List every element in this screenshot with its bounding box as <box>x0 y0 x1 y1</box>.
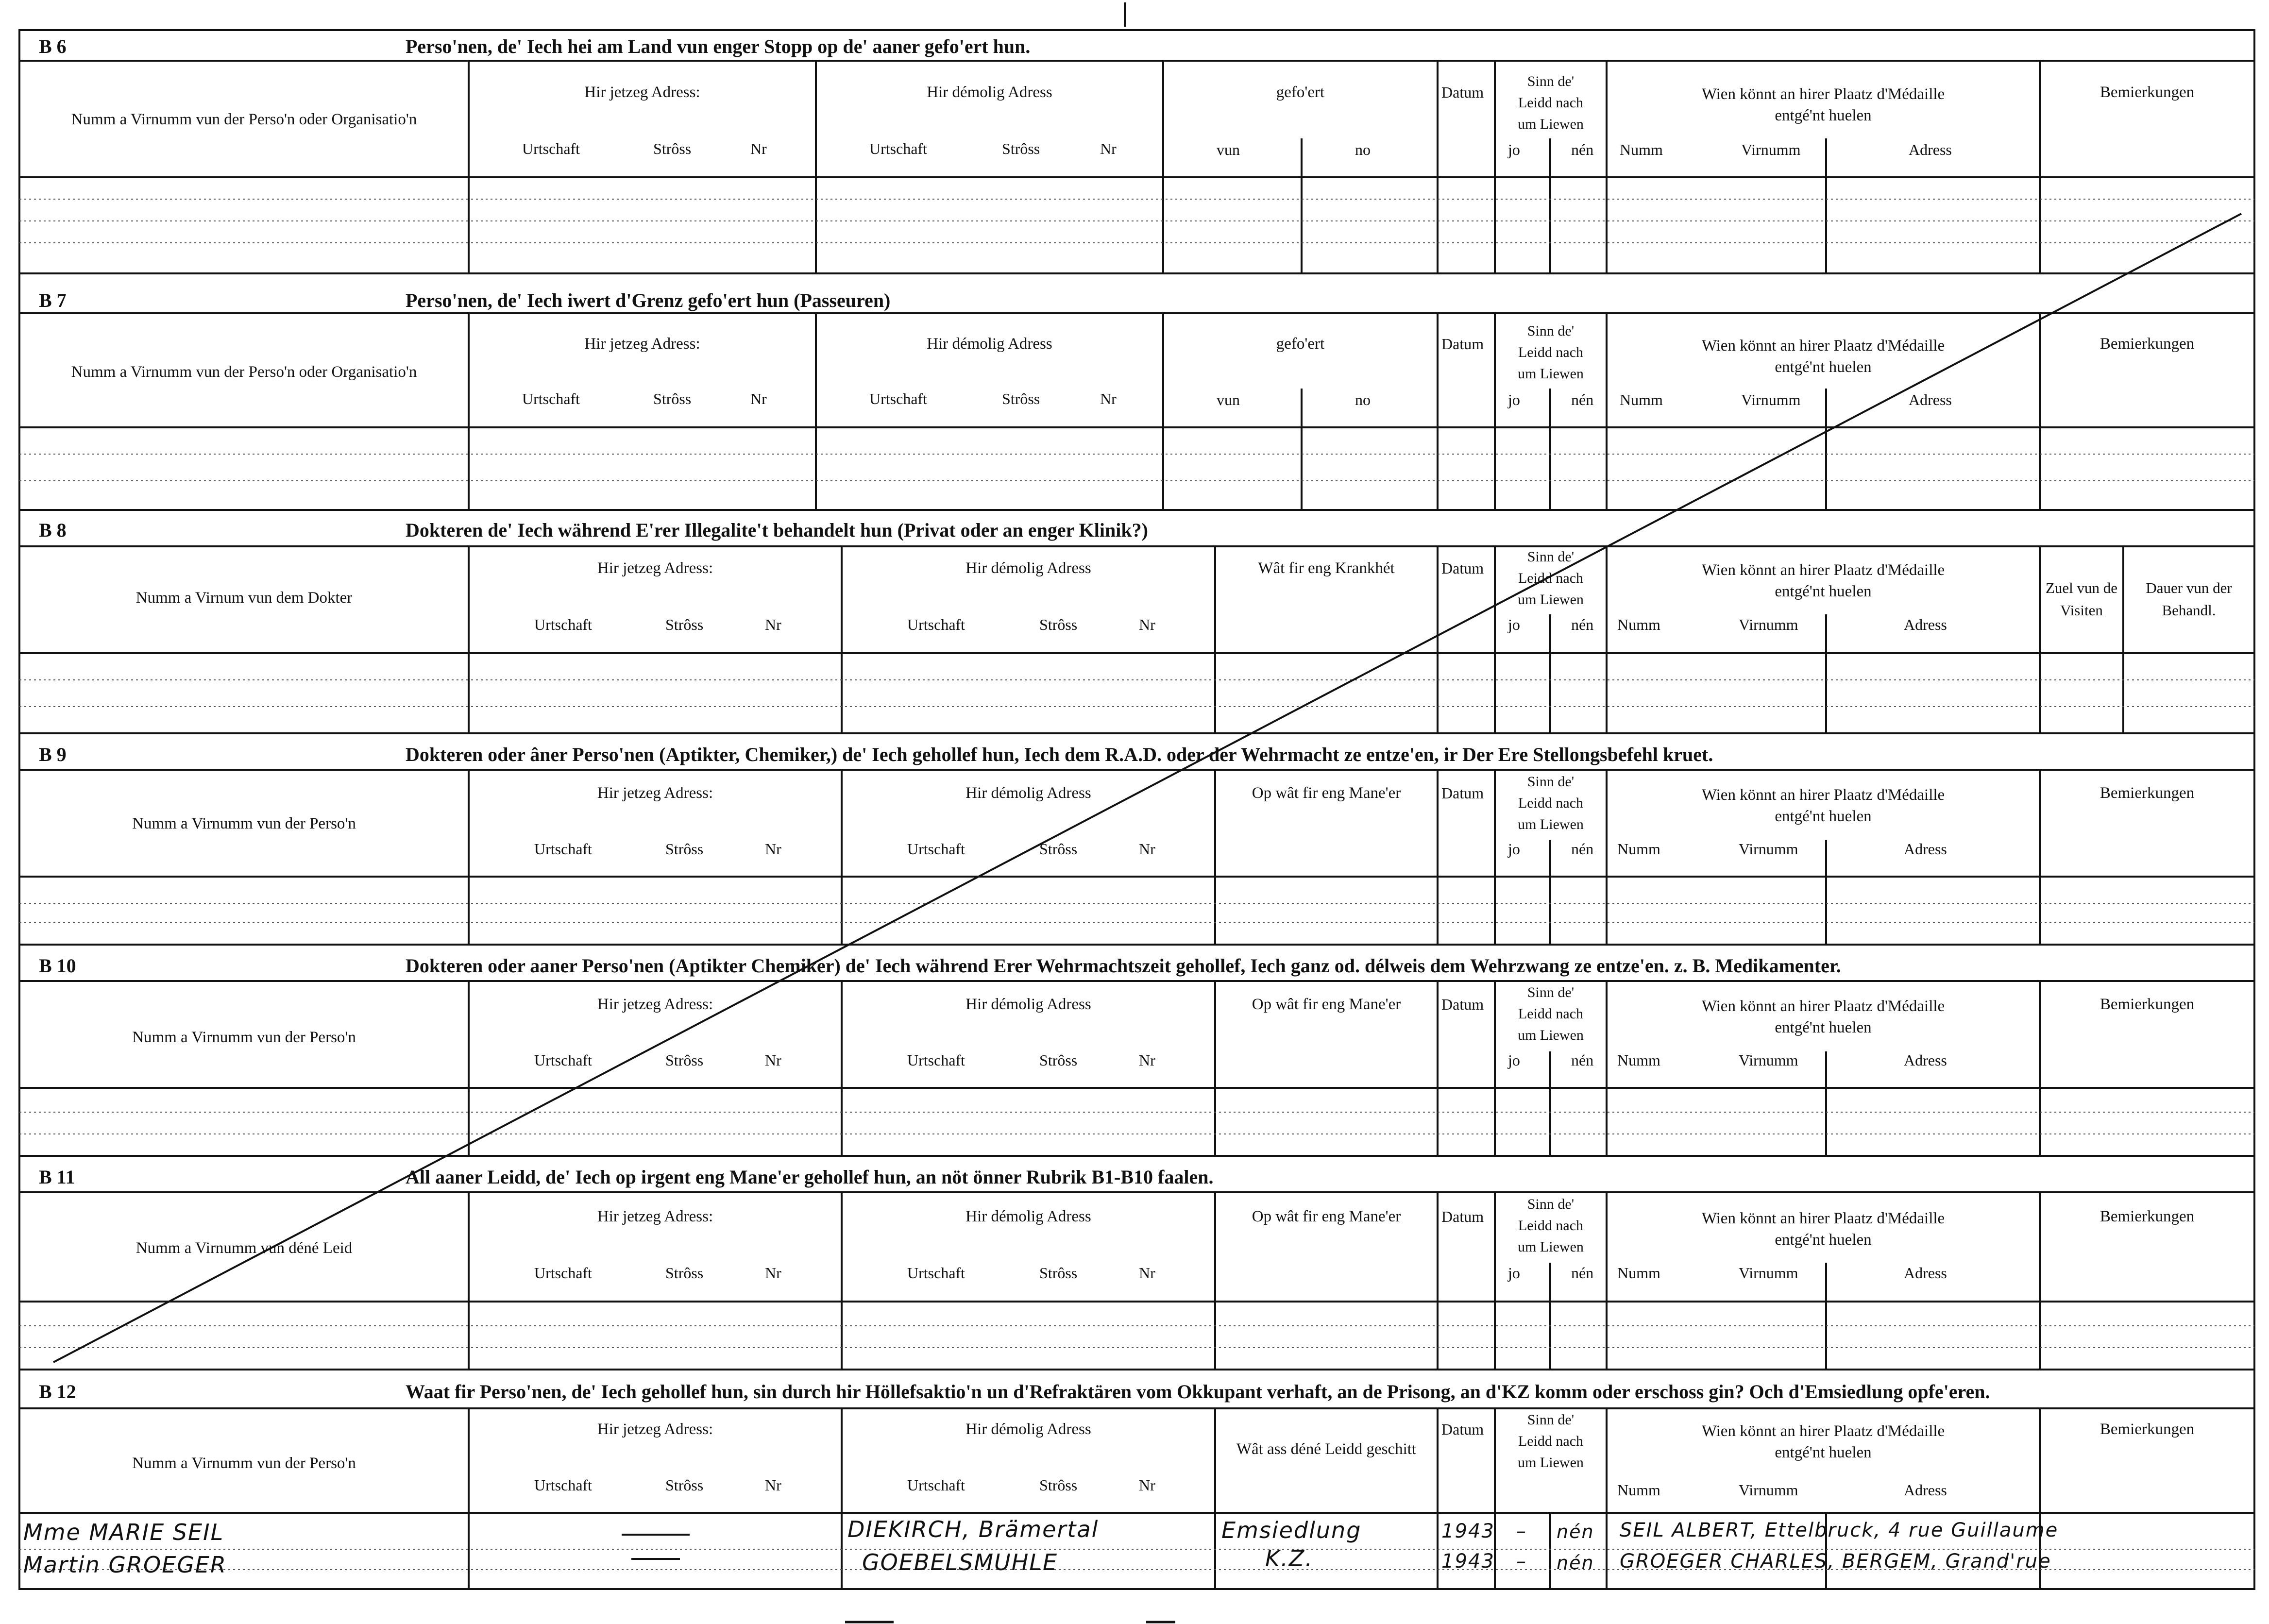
b9-addr-now-header: Hir jetzeg Adress: <box>597 784 713 802</box>
sinn-line3: um Liewen <box>1518 366 1584 382</box>
b8-urtschaft-2: Urtschaft <box>907 616 965 633</box>
b10-stross: Strôss <box>665 1051 704 1069</box>
b9-stross-2: Strôss <box>1039 840 1078 858</box>
b7-addr-then-header: Hir démolig Adress <box>927 335 1052 353</box>
entry-2-recipient: GROEGER CHARLES, BERGEM, Grand'rue <box>1620 1550 2051 1573</box>
b8-krankhet-header: Wât fir eng Krankhét <box>1258 559 1395 577</box>
b7-bemierkungen: Bemierkungen <box>2100 335 2195 353</box>
sinn-line3: um Liewen <box>1518 1455 1584 1471</box>
b12-sinn-header <box>1495 1409 1607 1473</box>
b10-nr-2: Nr <box>1139 1051 1155 1069</box>
b10-numm: Numm <box>1617 1051 1660 1069</box>
b11-urtschaft: Urtschaft <box>534 1264 593 1282</box>
b12-name-header: Numm a Virnumm vun der Perso'n <box>132 1455 356 1472</box>
b10-nen: nén <box>1571 1051 1594 1069</box>
b7-nen: nén <box>1571 391 1594 408</box>
b9-virnumm: Virnumm <box>1739 840 1798 858</box>
b9-stross: Strôss <box>665 840 704 858</box>
entry-1-year: 1943 <box>1441 1520 1495 1542</box>
b7-vun: vun <box>1217 391 1240 408</box>
b12-adress: Adress <box>1904 1481 1947 1499</box>
b8-dauer-behandl: Dauer vun der Behandl. <box>2146 579 2232 619</box>
b9-nr: Nr <box>765 840 781 858</box>
sinn-line3: um Liewen <box>1518 816 1584 832</box>
b7-jo: jo <box>1508 391 1520 408</box>
b9-name-header: Numm a Virnumm vun der Perso'n <box>132 815 356 832</box>
medal-line1: Wien könnt an hirer Plaatz d'Médaille <box>1701 1422 1945 1440</box>
b10-datum: Datum <box>1441 996 1484 1013</box>
b7-urtschaft: Urtschaft <box>522 390 580 407</box>
b12-nr: Nr <box>765 1476 781 1494</box>
b6-name-header: Numm a Virnumm vun der Perso'n oder Organisatio'n <box>71 111 417 128</box>
sinn-line2: Leidd nach <box>1518 95 1584 111</box>
sinn-line3: um Liewen <box>1518 1239 1584 1255</box>
b12-addr-now-header: Hir jetzeg Adress: <box>597 1421 713 1438</box>
b6-numm: Numm <box>1620 141 1663 158</box>
b6-addr-now-header: Hir jetzeg Adress: <box>584 84 700 101</box>
b12-bemierkungen: Bemierkungen <box>2100 1421 2195 1438</box>
b11-sinn-header <box>1495 1194 1607 1258</box>
b8-jo: jo <box>1508 616 1520 633</box>
section-b6-id: B 6 <box>39 35 67 57</box>
b6-adress: Adress <box>1909 141 1952 158</box>
b6-sinn-header <box>1495 71 1607 135</box>
b11-name-header: Numm a Virnumm vun déné Leid <box>135 1239 353 1257</box>
sinn-line2: Leidd nach <box>1518 1433 1584 1449</box>
sinn-line3: um Liewen <box>1518 1027 1584 1043</box>
entry-1-name: Mme MARIE SEIL <box>23 1519 224 1545</box>
section-b11-id: B 11 <box>39 1166 75 1188</box>
medal-line1: Wien könnt an hirer Plaatz d'Médaille <box>1701 786 1945 804</box>
b6-gefoert-header: gefo'ert <box>1276 84 1325 101</box>
b7-stross-2: Strôss <box>1002 390 1040 407</box>
b6-stross: Strôss <box>653 140 692 157</box>
b12-urtschaft: Urtschaft <box>534 1476 593 1494</box>
b6-jo: jo <box>1508 141 1520 158</box>
b6-datum: Datum <box>1441 84 1484 101</box>
sinn-line1: Sinn de' <box>1527 984 1575 1000</box>
section-b12-title: Waat fir Perso'nen, de' Iech gehollef hun, sin durch hir Höllefsaktio'n un d'Refraktären vom Okkupant verhaft, an de Prisong, an d'KZ komm oder erschoss gin? Och d'Emsiedlung opfe'eren. <box>406 1381 1990 1403</box>
entry-1-addr-then: DIEKIRCH, Brämertal <box>847 1516 1099 1542</box>
entry-1-nen: nén <box>1557 1521 1594 1542</box>
b8-numm: Numm <box>1617 616 1660 633</box>
b11-manier-header: Op wât fir eng Mane'er <box>1252 1208 1401 1225</box>
section-b8-id: B 8 <box>39 519 67 541</box>
section-b8-title: Dokteren de' Iech während E'rer Illegalite't behandelt hun (Privat oder an enger Klinik?) <box>406 519 1148 541</box>
section-b7-title: Perso'nen, de' Iech iwert d'Grenz gefo'ert hun (Passeuren) <box>406 289 891 311</box>
b6-vun: vun <box>1217 141 1240 158</box>
section-b10-title: Dokteren oder aaner Perso'nen (Aptikter Chemiker) de' Iech während Erer Wehrmachtszeit gehollef, Iech ganz od. délweis dem Wehrzwang ze entze'en. z. B. Medikamenter. <box>406 955 1841 977</box>
b7-sinn-header <box>1495 321 1607 385</box>
b9-adress: Adress <box>1904 840 1947 858</box>
medal-line1: Wien könnt an hirer Plaatz d'Médaille <box>1701 561 1945 579</box>
b10-jo: jo <box>1508 1051 1520 1069</box>
b8-addr-now-header: Hir jetzeg Adress: <box>597 559 713 577</box>
medal-line2: entgé'nt huelen <box>1775 808 1872 825</box>
sinn-line2: Leidd nach <box>1518 570 1584 586</box>
b10-urtschaft-2: Urtschaft <box>907 1051 965 1069</box>
b7-medal-header <box>1607 335 2040 378</box>
medal-line2: entgé'nt huelen <box>1775 358 1872 376</box>
b8-datum: Datum <box>1441 559 1484 577</box>
entry-1-recipient: SEIL ALBERT, Ettelbruck, 4 rue Guillaume <box>1620 1519 2059 1541</box>
b8-stross-2: Strôss <box>1039 616 1078 633</box>
entry-2-name: Martin GROEGER <box>23 1552 227 1578</box>
b11-nr: Nr <box>765 1264 781 1282</box>
b9-nen: nén <box>1571 840 1594 858</box>
entry-1-event: Emsiedlung <box>1221 1517 1362 1543</box>
b10-bemierkungen: Bemierkungen <box>2100 996 2195 1013</box>
medal-line1: Wien könnt an hirer Plaatz d'Médaille <box>1701 85 1945 103</box>
b9-urtschaft: Urtschaft <box>534 840 593 858</box>
b8-addr-then-header: Hir démolig Adress <box>965 559 1091 577</box>
b10-urtschaft: Urtschaft <box>534 1051 593 1069</box>
b11-nr-2: Nr <box>1139 1264 1155 1282</box>
section-b9-title: Dokteren oder âner Perso'nen (Aptikter, Chemiker,) de' Iech gehollef hun, Iech dem R.A.D. oder der Wehrmacht ze entze'en, ir Der Ere Stellongsbefehl kruet. <box>406 744 1713 765</box>
b7-no: no <box>1355 391 1371 408</box>
b6-bemierkungen: Bemierkungen <box>2100 84 2195 101</box>
b6-urtschaft-2: Urtschaft <box>869 140 928 157</box>
b8-virnumm: Virnumm <box>1739 616 1798 633</box>
b6-stross-2: Strôss <box>1002 140 1040 157</box>
b8-nr: Nr <box>765 616 781 633</box>
b8-urtschaft: Urtschaft <box>534 616 593 633</box>
b12-urtschaft-2: Urtschaft <box>907 1476 965 1494</box>
medal-line2: entgé'nt huelen <box>1775 1231 1872 1249</box>
section-b10-id: B 10 <box>39 955 76 977</box>
entry-1-jo: – <box>1516 1520 1527 1542</box>
b8-sinn-header <box>1495 546 1607 610</box>
entry-2-year: 1943 <box>1441 1550 1495 1573</box>
b6-urtschaft: Urtschaft <box>522 140 580 157</box>
b11-medal-header <box>1607 1208 2040 1251</box>
b11-jo: jo <box>1508 1264 1520 1282</box>
b10-addr-then-header: Hir démolig Adress <box>965 996 1091 1013</box>
b10-adress: Adress <box>1904 1051 1947 1069</box>
b7-stross: Strôss <box>653 390 692 407</box>
b10-manier-header: Op wât fir eng Mane'er <box>1252 996 1401 1013</box>
sinn-line2: Leidd nach <box>1518 344 1584 360</box>
sinn-line1: Sinn de' <box>1527 774 1575 790</box>
b11-virnumm: Virnumm <box>1739 1264 1798 1282</box>
b10-addr-now-header: Hir jetzeg Adress: <box>597 996 713 1013</box>
b6-nr-2: Nr <box>1100 140 1117 157</box>
b7-datum: Datum <box>1441 335 1484 353</box>
b9-addr-then-header: Hir démolig Adress <box>965 784 1091 802</box>
b12-addr-then-header: Hir démolig Adress <box>965 1421 1091 1438</box>
entry-2-jo: – <box>1516 1550 1527 1573</box>
b6-nen: nén <box>1571 141 1594 158</box>
sinn-line3: um Liewen <box>1518 116 1584 132</box>
sinn-line2: Leidd nach <box>1518 795 1584 811</box>
b11-bemierkungen: Bemierkungen <box>2100 1208 2195 1225</box>
b12-stross: Strôss <box>665 1476 704 1494</box>
b6-addr-then-header: Hir démolig Adress <box>927 84 1052 101</box>
sinn-line2: Leidd nach <box>1518 1218 1584 1234</box>
b11-addr-now-header: Hir jetzeg Adress: <box>597 1208 713 1225</box>
b10-nr: Nr <box>765 1051 781 1069</box>
b7-nr-2: Nr <box>1100 390 1117 407</box>
medal-line1: Wien könnt an hirer Plaatz d'Médaille <box>1701 337 1945 355</box>
section-b6-title: Perso'nen, de' Iech hei am Land vun enger Stopp op de' aaner gefo'ert hun. <box>406 35 1031 57</box>
medal-line2: entgé'nt huelen <box>1775 1444 1872 1461</box>
section-b7-id: B 7 <box>39 289 67 311</box>
entry-2-event: K.Z. <box>1265 1545 1313 1572</box>
b9-numm: Numm <box>1617 840 1660 858</box>
b7-addr-now-header: Hir jetzeg Adress: <box>584 335 700 353</box>
section-b11-title: All aaner Leidd, de' Iech op irgent eng Mane'er gehollef hun, an nöt önner Rubrik B1-B10 faalen. <box>406 1166 1214 1188</box>
b6-medal-header <box>1607 84 2040 126</box>
b12-numm: Numm <box>1617 1481 1660 1499</box>
b12-stross-2: Strôss <box>1039 1476 1078 1494</box>
section-b12-id: B 12 <box>39 1381 76 1403</box>
sinn-line1: Sinn de' <box>1527 73 1575 89</box>
b11-addr-then-header: Hir démolig Adress <box>965 1208 1091 1225</box>
b8-nen: nén <box>1571 616 1594 633</box>
b9-manier-header: Op wât fir eng Mane'er <box>1252 784 1401 802</box>
medal-line2: entgé'nt huelen <box>1775 107 1872 124</box>
sinn-line1: Sinn de' <box>1527 549 1575 565</box>
b8-adress: Adress <box>1904 616 1947 633</box>
b9-sinn-header <box>1495 771 1607 835</box>
b7-virnumm: Virnumm <box>1741 391 1801 408</box>
b12-medal-header <box>1607 1421 2040 1463</box>
b9-urtschaft-2: Urtschaft <box>907 840 965 858</box>
b11-stross-2: Strôss <box>1039 1264 1078 1282</box>
b11-datum: Datum <box>1441 1208 1484 1225</box>
b8-medal-header <box>1607 559 2040 602</box>
sinn-line1: Sinn de' <box>1527 1412 1575 1428</box>
b7-gefoert-header: gefo'ert <box>1276 335 1325 353</box>
b12-datum: Datum <box>1441 1421 1484 1438</box>
medal-line1: Wien könnt an hirer Plaatz d'Médaille <box>1701 1210 1945 1227</box>
b10-stross-2: Strôss <box>1039 1051 1078 1069</box>
b9-jo: jo <box>1508 840 1520 858</box>
sinn-line2: Leidd nach <box>1518 1006 1584 1022</box>
b8-name-header: Numm a Virnum vun dem Dokter <box>135 589 353 607</box>
b9-bemierkungen: Bemierkungen <box>2100 784 2195 802</box>
b10-virnumm: Virnumm <box>1739 1051 1798 1069</box>
medal-line2: entgé'nt huelen <box>1775 1019 1872 1036</box>
b9-nr-2: Nr <box>1139 840 1155 858</box>
b7-name-header: Numm a Virnumm vun der Perso'n oder Organisatio'n <box>71 363 417 381</box>
b7-nr: Nr <box>750 390 767 407</box>
b9-medal-header <box>1607 784 2040 827</box>
b12-nr-2: Nr <box>1139 1476 1155 1494</box>
b8-zuel-visiten: Zuel vun de Visiten <box>2045 579 2118 619</box>
b8-nr-2: Nr <box>1139 616 1155 633</box>
entry-2-nen: nén <box>1557 1552 1594 1573</box>
sinn-line1: Sinn de' <box>1527 323 1575 339</box>
b10-sinn-header <box>1495 982 1607 1046</box>
entry-2-addr-now <box>602 1549 604 1550</box>
b9-datum: Datum <box>1441 784 1484 802</box>
entry-2-addr-then: GOEBELSMUHLE <box>862 1549 1058 1575</box>
b10-name-header: Numm a Virnumm vun der Perso'n <box>132 1029 356 1046</box>
b6-no: no <box>1355 141 1371 158</box>
b10-medal-header <box>1607 996 2040 1038</box>
medal-line2: entgé'nt huelen <box>1775 583 1872 600</box>
b12-virnumm: Virnumm <box>1739 1481 1798 1499</box>
sinn-line1: Sinn de' <box>1527 1196 1575 1212</box>
b7-urtschaft-2: Urtschaft <box>869 390 928 407</box>
b11-urtschaft-2: Urtschaft <box>907 1264 965 1282</box>
b6-nr: Nr <box>750 140 767 157</box>
b12-geschitt-header: Wât ass déné Leidd geschitt <box>1236 1440 1417 1458</box>
b7-numm: Numm <box>1620 391 1663 408</box>
b7-adress: Adress <box>1909 391 1952 408</box>
medal-line1: Wien könnt an hirer Plaatz d'Médaille <box>1701 998 1945 1015</box>
b6-virnumm: Virnumm <box>1741 141 1801 158</box>
b11-nen: nén <box>1571 1264 1594 1282</box>
b8-stross: Strôss <box>665 616 704 633</box>
b11-adress: Adress <box>1904 1264 1947 1282</box>
sinn-line3: um Liewen <box>1518 592 1584 608</box>
b11-numm: Numm <box>1617 1264 1660 1282</box>
section-b9-id: B 9 <box>39 744 67 765</box>
b11-stross: Strôss <box>665 1264 704 1282</box>
